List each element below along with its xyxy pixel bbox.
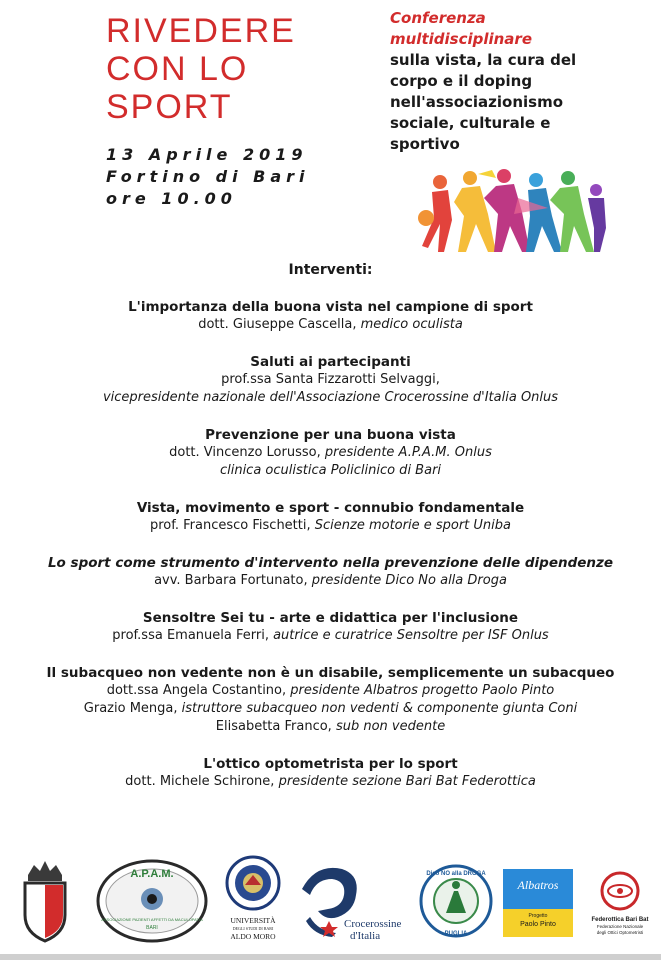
conference-line-2: corpo e il doping [390,72,533,90]
federottica-line-1: Federottica Bari Bat [591,917,649,923]
crocerossine-line-2: d'Italia [350,930,381,942]
talk-speaker [0,718,661,736]
talk-speaker [0,462,661,480]
federottica-line-3: degli Ottici Optometristi [596,930,644,935]
event-date: 13 Aprile 2019 [106,145,308,164]
talk-speaker [0,682,661,700]
talk-title: Vista, movimento e sport - connubio fondamentale [136,500,525,516]
talk-speaker [0,572,661,590]
talk-title: Lo sport come strumento d'intervento nella prevenzione delle dipendenze [47,555,614,571]
speaker-name: avv. Barbara Fortunato, [154,573,312,588]
conference-line-5: sportivo [390,135,460,153]
speaker-name: prof. Francesco Fischetti, [149,518,315,533]
albatros-project: Progetto [528,913,548,919]
talk-title: Sensoltre Sei tu - arte e didattica per l'inclusione [142,610,519,626]
albatros-name: Albatros [517,878,559,892]
speaker-role: presidente Albatros progetto Paolo Pinto [290,683,555,698]
speaker-name: prof.ssa Santa Fizzarotti Selvaggi, [221,372,440,387]
talk-item [0,426,661,480]
dico-top-text: Dico NO alla DROGA [426,871,486,877]
federottica-logo [582,855,658,950]
apam-name: A.P.A.M. [130,868,174,880]
dico-no-logo [418,855,494,950]
uni-line-2: DEGLI STUDI DI BARI [232,926,274,931]
speaker-role: presidente sezione Bari Bat Federottica [278,774,536,789]
apam-city: BARI [146,925,158,931]
conference-kicker-2: multidisciplinare [390,30,532,48]
talk-speaker [0,316,661,334]
speaker-role: clinica oculistica Policlinico di Bari [219,463,442,478]
conference-line-1: sulla vista, la cura del [390,51,577,69]
title-line-2: CON LO [106,50,249,88]
crocerossine-logo [296,855,412,950]
speaker-name: prof.ssa Emanuela Ferri, [112,628,274,643]
talk-speaker [0,773,661,791]
speaker-role: presidente Dico No alla Droga [311,573,507,588]
conference-line-4: sociale, culturale e [390,114,551,132]
speaker-role: medico oculista [360,317,463,332]
speaker-role: istruttore subacqueo non vedenti & componente giunta Coni [181,701,578,716]
event-time: ore 10.00 [106,189,237,208]
speaker-name: dott.ssa Angela Costantino, [106,683,291,698]
speaker-role: Scienze motorie e sport Uniba [314,518,511,533]
talk-item [0,664,661,736]
speaker-name: Grazio Menga, [83,701,182,716]
speaker-name: dott. Vincenzo Lorusso, [169,445,325,460]
talk-speaker [0,517,661,535]
speaker-role: vicepresidente nazionale dell'Associazione Crocerossine d'Italia Onlus [102,390,559,405]
talk-item [0,554,661,590]
uni-line-1: UNIVERSITÀ [230,916,276,925]
talk-speaker [0,627,661,645]
talk-title: Il subacqueo non vedente non è un disabile, semplicemente un subacqueo [46,665,615,681]
city-crest-logo [20,855,70,950]
talk-item [0,298,661,334]
conference-description [390,8,655,155]
bottom-bar [0,954,661,960]
speaker-role: autrice e curatrice Sensoltre per ISF Onlus [273,628,549,643]
talk-speaker [0,700,661,718]
apam-logo [96,855,208,950]
university-logo [222,855,284,950]
crocerossine-line-1: Crocerossine [344,918,402,930]
uni-line-3: ALDO MORO [230,932,276,941]
conference-kicker-1: Conferenza [390,9,486,27]
talks-list [0,298,661,810]
speaker-name: dott. Giuseppe Cascella, [198,317,361,332]
talk-title: L'importanza della buona vista nel campione di sport [128,299,533,315]
talk-speaker [0,389,661,407]
speaker-name: dott. Michele Schirone, [125,774,279,789]
talk-speaker [0,371,661,389]
title-line-3: SPORT [106,88,233,126]
speaker-role: sub non vedente [335,719,446,734]
conference-line-3: nell'associazionismo [390,93,564,111]
poster-title [106,12,366,126]
dico-bottom-text: PUGLIA [444,931,468,937]
event-details [106,144,310,210]
event-place: Fortino di Bari [106,167,310,186]
speaker-name: Elisabetta Franco, [215,719,336,734]
athletes-illustration [418,168,608,256]
talk-title: L'ottico optometrista per lo sport [203,756,458,772]
albatros-project-name: Paolo Pinto [520,921,556,928]
talk-title: Prevenzione per una buona vista [205,427,456,443]
title-line-1: RIVEDERE [106,12,296,50]
apam-subtitle: ASSOCIAZIONE PAZIENTI AFFETTI DA MACULOPATIA [101,917,203,922]
speaker-role: presidente A.P.A.M. Onlus [324,445,492,460]
talk-item [0,353,661,407]
albatros-logo [502,855,574,950]
talk-item [0,755,661,791]
talk-item [0,499,661,535]
federottica-line-2: Federazione Nazionale [596,924,644,929]
talk-item [0,609,661,645]
talk-title: Saluti ai partecipanti [250,354,411,370]
interventions-heading: Interventi: [288,262,373,278]
talk-speaker [0,444,661,462]
sponsor-logos [0,855,661,950]
